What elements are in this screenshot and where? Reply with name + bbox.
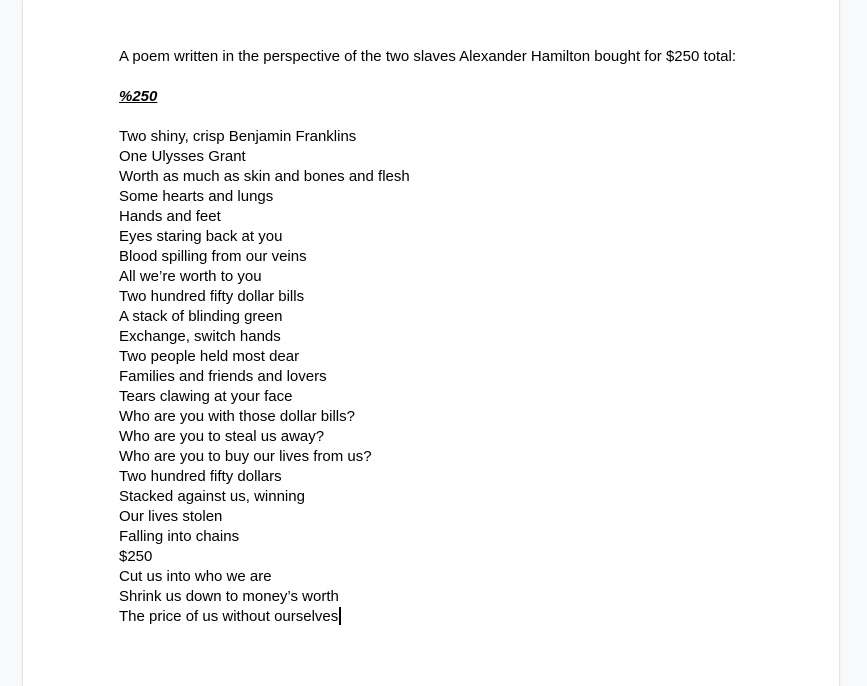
poem-line: Exchange, switch hands bbox=[119, 328, 281, 345]
poem-line: Tears clawing at your face bbox=[119, 388, 293, 405]
blank-line bbox=[119, 67, 799, 87]
poem-line: Two shiny, crisp Benjamin Franklins bbox=[119, 128, 357, 145]
poem-line: Who are you to steal us away? bbox=[119, 428, 325, 445]
poem-line: Who are you with those dollar bills? bbox=[119, 408, 355, 425]
poem-line: Shrink us down to money’s worth bbox=[119, 588, 339, 605]
poem-line: All we’re worth to you bbox=[119, 268, 262, 285]
poem-line: Some hearts and lungs bbox=[119, 188, 274, 205]
document-body[interactable] bbox=[119, 47, 799, 627]
poem-line: Families and friends and lovers bbox=[119, 368, 327, 385]
text-cursor bbox=[339, 607, 341, 625]
poem-line: One Ulysses Grant bbox=[119, 148, 246, 165]
poem-line: The price of us without ourselves bbox=[119, 608, 339, 625]
poem-line: Blood spilling from our veins bbox=[119, 248, 307, 265]
poem-line: Two hundred fifty dollars bbox=[119, 468, 282, 485]
poem-title: %250 bbox=[119, 88, 158, 105]
poem-line: A stack of blinding green bbox=[119, 308, 283, 325]
poem-line: Who are you to buy our lives from us? bbox=[119, 448, 372, 465]
poem-line: Cut us into who we are bbox=[119, 568, 272, 585]
poem-line: $250 bbox=[119, 548, 153, 565]
poem-line: Our lives stolen bbox=[119, 508, 223, 525]
poem-line: Falling into chains bbox=[119, 528, 240, 545]
poem-line: Worth as much as skin and bones and flesh bbox=[119, 168, 410, 185]
document-page[interactable] bbox=[23, 0, 839, 686]
poem-line: Eyes staring back at you bbox=[119, 228, 283, 245]
poem-line: Hands and feet bbox=[119, 208, 221, 225]
poem-line: Two hundred fifty dollar bills bbox=[119, 288, 305, 305]
poem-line: Two people held most dear bbox=[119, 348, 300, 365]
blank-line bbox=[119, 107, 799, 127]
poem-line: Stacked against us, winning bbox=[119, 488, 305, 505]
intro-line: A poem written in the perspective of the two slaves Alexander Hamilton bought for $250 total: bbox=[119, 48, 737, 65]
